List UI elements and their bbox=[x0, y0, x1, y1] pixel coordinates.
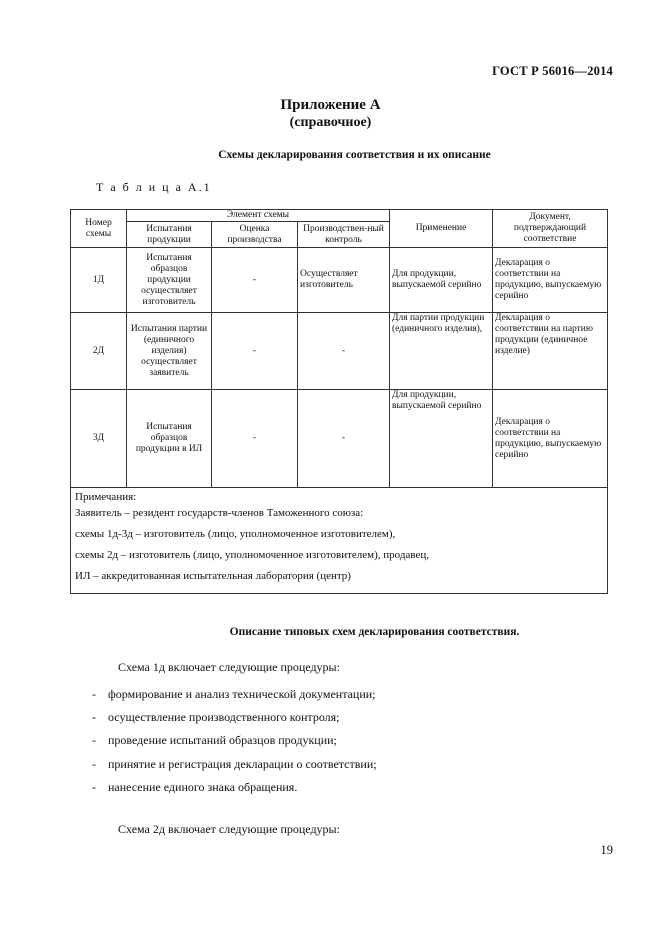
document-cell: Декларация о соответствии на партию продукции (единичное изделие) bbox=[493, 313, 608, 390]
header-control: Производствен-ный контроль bbox=[298, 222, 390, 248]
application-cell: Для продукции, выпускаемой серийно bbox=[390, 248, 493, 313]
header-application: Применение bbox=[390, 210, 493, 248]
list-item: - нанесение единого знака обращения. bbox=[92, 776, 377, 799]
list-item: - проведение испытаний образцов продукции; bbox=[92, 729, 377, 752]
application-cell: Для продукции, выпускаемой серийно bbox=[390, 390, 493, 488]
application-cell: Для партии продукции (единичного изделия), bbox=[390, 313, 493, 390]
table-row bbox=[71, 313, 608, 390]
list-item: - формирование и анализ технической документации; bbox=[92, 683, 377, 706]
scheme-number: 2Д bbox=[71, 313, 127, 390]
list-item: - осуществление производственного контроля; bbox=[92, 706, 377, 729]
table-caption: Т а б л и ц а А.1 bbox=[96, 180, 212, 194]
page-number: 19 bbox=[600, 843, 613, 857]
note-line: схемы 1д-3д – изготовитель (лицо, уполномоченное изготовителем), bbox=[75, 528, 396, 540]
list-item: - принятие и регистрация декларации о соответствии; bbox=[92, 753, 377, 776]
notes-heading: Примечания: bbox=[75, 491, 137, 503]
control-cell: Осуществляет изготовитель bbox=[298, 248, 390, 313]
control-cell: - bbox=[298, 313, 390, 390]
standard-code: ГОСТ Р 56016—2014 bbox=[492, 64, 613, 78]
document-cell: Декларация о соответствии на продукцию, выпускаемую серийно bbox=[493, 390, 608, 488]
testing-cell: Испытания образцов продукции осуществляет изготовитель bbox=[127, 248, 212, 313]
scheme-1d-intro: Схема 1д включает следующие процедуры: bbox=[118, 660, 340, 674]
document-cell: Декларация о соответствии на продукцию, выпускаемую серийно bbox=[493, 248, 608, 313]
section-title: Схемы декларирования соответствия и их описание bbox=[218, 149, 491, 161]
assessment-cell: - bbox=[212, 390, 298, 488]
testing-cell: Испытания партии (единичного изделия) осуществляет заявитель bbox=[127, 313, 212, 390]
scheme-number: 3Д bbox=[71, 390, 127, 488]
header-element-group: Элемент схемы bbox=[127, 210, 390, 222]
appendix-title: Приложение А bbox=[280, 97, 381, 113]
header-assessment: Оценка производства bbox=[212, 222, 298, 248]
control-cell: - bbox=[298, 390, 390, 488]
table-row bbox=[71, 248, 608, 313]
table-row bbox=[71, 390, 608, 488]
appendix-subtitle: (справочное) bbox=[289, 115, 372, 130]
scheme-number: 1Д bbox=[71, 248, 127, 313]
header-document: Документ, подтверждающий соответствие bbox=[493, 210, 608, 248]
assessment-cell: - bbox=[212, 248, 298, 313]
scheme-table bbox=[70, 209, 608, 594]
assessment-cell: - bbox=[212, 313, 298, 390]
description-title: Описание типовых схем декларирования соответствия. bbox=[229, 626, 520, 638]
procedure-list bbox=[92, 683, 377, 799]
note-line: Заявитель – резидент государств-членов Таможенного союза: bbox=[75, 507, 364, 519]
note-line: ИЛ – аккредитованная испытательная лаборатория (центр) bbox=[75, 570, 351, 582]
scheme-2d-intro: Схема 2д включает следующие процедуры: bbox=[118, 822, 340, 836]
table-notes bbox=[71, 488, 608, 594]
testing-cell: Испытания образцов продукции в ИЛ bbox=[127, 390, 212, 488]
header-number: Номер схемы bbox=[71, 210, 127, 248]
header-testing: Испытания продукции bbox=[127, 222, 212, 248]
note-line: схемы 2д – изготовитель (лицо, уполномоченное изготовителем), продавец, bbox=[75, 549, 429, 561]
